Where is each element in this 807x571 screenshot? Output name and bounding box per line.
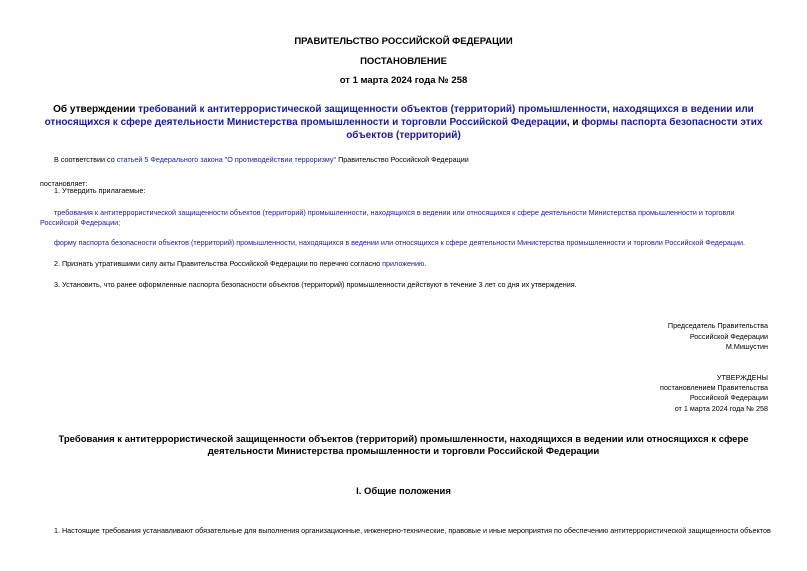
approved-government: Российской Федерации [689, 393, 768, 402]
requirements-title: Требования к антитеррористической защищенности объектов (территорий) промышленности, находящихся в ведении или относящихся к сфере деятельности Министерства промышленности и торговли Российской Федерации [58, 434, 749, 457]
decrees-word: постановляет: [40, 179, 88, 188]
title-prefix: Об утверждении [53, 104, 139, 115]
approved-by: постановлением Правительства [660, 383, 768, 392]
document-date-number: от 1 марта 2024 года № 258 [339, 75, 468, 86]
item-1a-requirements-link[interactable]: требования к антитеррористической защищенности объектов (территорий) промышленности, находящихся в ведении или относящихся к сфере деятельности Министерства промышленности и торговли Российской Федерации; [40, 208, 735, 227]
signature-name: М.Мишустин [725, 342, 768, 351]
basis-prefix: В соответствии со [54, 155, 117, 164]
section-1-heading: I. Общие положения [356, 486, 451, 497]
item-1b-passport-form-link[interactable]: форму паспорта безопасности объектов (территорий) промышленности, находящихся в ведении или относящихся к сфере деятельности Министерства промышленности и торговли Российской Федерации. [54, 238, 746, 247]
basis-suffix: Правительство Российской Федерации [336, 155, 469, 164]
item-2 [54, 259, 426, 269]
issuer-heading: ПРАВИТЕЛЬСТВО РОССИЙСКОЙ ФЕДЕРАЦИИ [294, 36, 513, 47]
title-link-requirements[interactable]: требований к антитеррористической защищенности объектов (территорий) промышленности, находящихся в ведении или относящихся к сфере деятельности Министерства промышленности и торговли Российской Федерации [44, 104, 754, 128]
item-3: 3. Установить, что ранее оформленные паспорта безопасности объектов (территорий) промышленности действуют в течение 3 лет со дня их утверждения. [54, 280, 577, 289]
approved-stamp: УТВЕРЖДЕНЫ [716, 373, 768, 382]
item-2-suffix: . [424, 259, 427, 268]
item-2-prefix: 2. Признать утратившими силу акты Правительства Российской Федерации по перечню согласно [54, 259, 383, 268]
signature-government: Российской Федерации [689, 332, 768, 341]
signature-position: Председатель Правительства [667, 321, 768, 330]
basis-paragraph [54, 155, 469, 165]
title-link-passport-form[interactable]: формы паспорта безопасности этих объектов (территорий) [346, 117, 763, 141]
approved-date-number: от 1 марта 2024 года № 258 [674, 404, 768, 413]
title-middle: , и [566, 117, 582, 128]
requirements-item-1: 1. Настоящие требования устанавливают обязательные для выполнения организационные, инженерно-технические, правовые и иные мероприятия по обеспечению антитеррористической защищенности объектов [54, 526, 771, 535]
basis-law-link[interactable]: статьей 5 Федерального закона "О противодействии терроризму" [116, 155, 337, 164]
document-type: ПОСТАНОВЛЕНИЕ [360, 56, 447, 67]
item-1: 1. Утвердить прилагаемые: [54, 186, 146, 195]
document-title [40, 103, 767, 142]
appendix-link[interactable]: приложению [382, 259, 425, 268]
